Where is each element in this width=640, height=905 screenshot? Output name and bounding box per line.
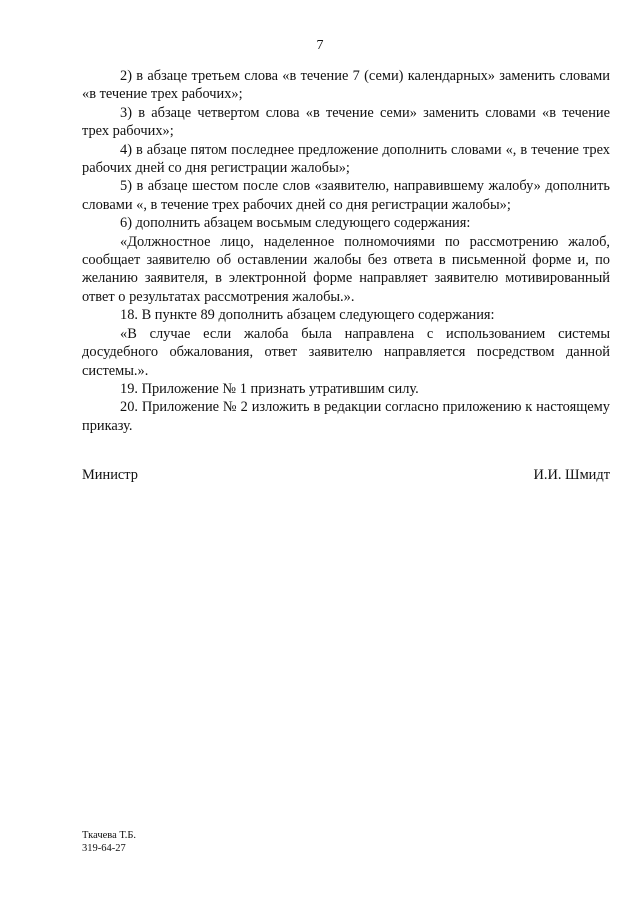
signatory-name: И.И. Шмидт bbox=[533, 467, 610, 483]
paragraph-point-19: 19. Приложение № 1 признать утратившим силу. bbox=[120, 380, 419, 397]
signatory-position: Министр bbox=[82, 467, 138, 483]
paragraph-item-3: 3) в абзаце четвертом слова «в течение семи» заменить словами «в течение трех рабочих»; bbox=[82, 104, 610, 140]
page-number: 7 bbox=[316, 38, 324, 53]
paragraph-item-6: 6) дополнить абзацем восьмым следующего содержания: bbox=[120, 215, 471, 232]
document-body bbox=[82, 67, 610, 435]
paragraph-item-5: 5) в абзаце шестом после слов «заявителю, направившему жалобу» дополнить словами «, в течение трех рабочих дней со дня регистрации жалобы»; bbox=[82, 178, 610, 213]
paragraph-item-2: 2) в абзаце третьем слова «в течение 7 (семи) календарных» заменить словами «в течение трех рабочих»; bbox=[82, 68, 610, 103]
executor-name: Ткачева Т.Б. bbox=[82, 830, 137, 841]
quoted-paragraph: «В случае если жалоба была направлена с использованием системы досудебного обжалования, ответ заявителю направляется посредством данной системы.». bbox=[82, 325, 610, 379]
executor-note bbox=[82, 829, 136, 855]
quoted-paragraph: «Должностное лицо, наделенное полномочиями по рассмотрению жалоб, сообщает заявителю об оставлении жалобы без ответа в письменной форме и, по желанию заявителя, в электронной форме направляет заявителю мотивированный ответ о результатах рассмотрения жалобы.». bbox=[82, 233, 610, 305]
paragraph-point-20: 20. Приложение № 2 изложить в редакции согласно приложению к настоящему приказу. bbox=[82, 399, 610, 434]
paragraph-point-18: 18. В пункте 89 дополнить абзацем следующего содержания: bbox=[120, 307, 495, 324]
paragraph-item-4: 4) в абзаце пятом последнее предложение дополнить словами «, в течение трех рабочих дней со дня регистрации жалобы»; bbox=[82, 141, 610, 177]
executor-phone: 319-64-27 bbox=[82, 843, 126, 854]
signature-block bbox=[82, 466, 610, 484]
